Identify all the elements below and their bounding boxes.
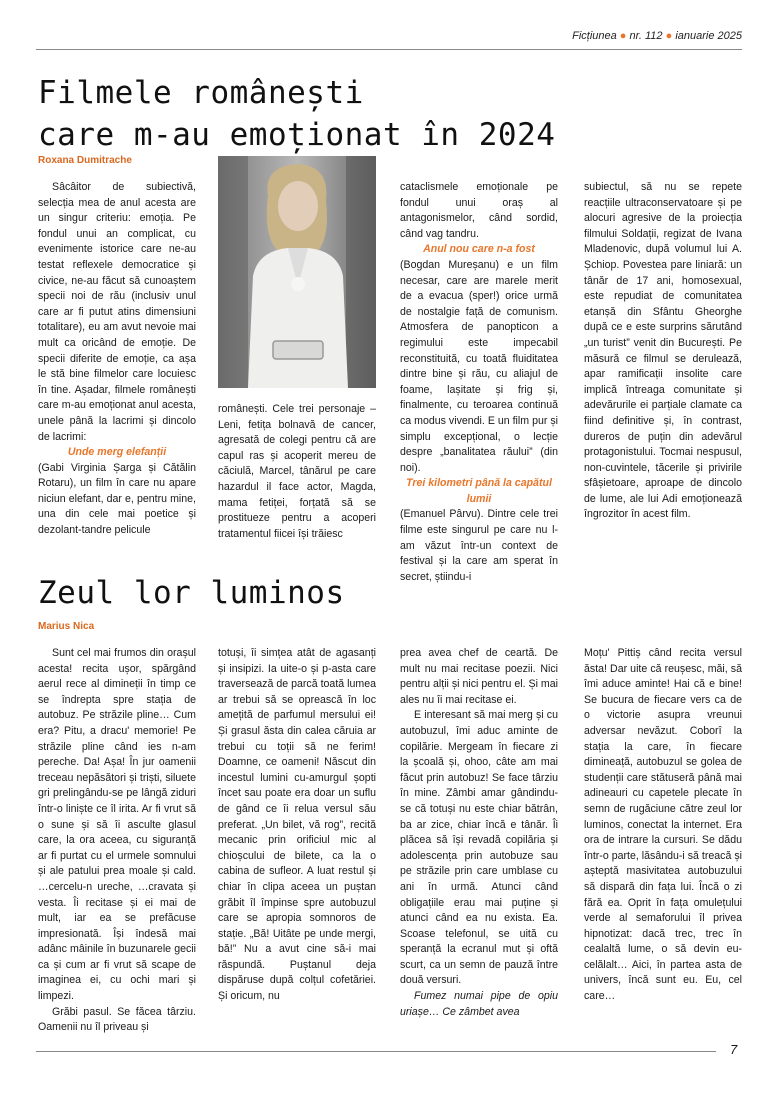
paragraph: Moțu' Pittiș când recita versul ăsta! Dar uite că reușesc, măi, să îmi aduce aminte! Hai că e bine! Se bucura de fiecare vers ca de o victorie asupra vreunui adversar nevăzut. Coborî la stația la care, în fiecare dimineață, autobuzul se golea de studenții care stătuseră până mai adineauri cu capetele plecate în semn de rugăciune către zeul lor luminos, conectat la internet. Era ora de intrare la cursuri. Se dădu într-o parte, lăsându-i să treacă și așteptă masivitatea autobuzului să dispară din fața lui. Încă o zi fără ea. Oprit în fața omulețului verde al semaforului îl privea hipnotizat: dacă trec, trec în cealaltă lume, o să devin eu-celălalt… Aici, în partea asta de univers, încă sunt eu. Eu, cel care… [584, 647, 742, 1003]
paragraph: Sunt cel mai frumos din orașul acesta! recita ușor, spărgând aerul rece al dimineții în timp ce se îndrepta spre stația de autobuz. Pe străzile pline… Cum era? Pitu, a dracu' memorie! Pe străzile pline când ies n-am pereche. Da! Așa! În jur oamenii treceau nepăsători și triști, siluete gri prelingându-se pe lângă ziduri într-o liniște ce îl irita. Ar fi vrut să o sune și să îi asculte glasul care, la ora aceea, cu siguranță ar fi purtat cu el urmele somnului și ale patului prea moale și cald. …cercelu-n ureche, …cravata și vesta. Îi recitase și ei mai de mult, iar ea se prefăcuse impresionată. Își îndesă mai adânc mâinile în buzunarele gecii ca și cum ar fi vrut să scape de imaginea ei, cu ochi mari și limpezi. [38, 647, 196, 1003]
article2-column3 [400, 646, 558, 1020]
issue-number: nr. 112 [629, 30, 663, 42]
film-subheading: Unde merg elefanții [67, 446, 167, 459]
film-subheading: Anul nou care n-a fost [423, 243, 535, 256]
header-divider [36, 49, 742, 50]
paragraph: Sâcâitor de subiectivă, selecția mea de anul acesta are un singur criteriu: emoția. Pe fondul unui an complicat, cu evenimente istorice care ne-au testat reflexele democratice și civice, ne-au făcut să cunoaștem specii noi de rău (inclusiv unul care ar fi putut atins dimensiuni totalitare), eu am avut nevoie mai mult ca oricând de emoție. De specii diferite de emoție, ca așa le stă bine filmelor care locuiesc în tine. Așadar, filmele românești care m-au emoționat anul acesta, unele până la lacrimi și dincolo de lacrimi: [38, 181, 196, 443]
paragraph: (Gabi Virginia Șarga și Cătălin Rotaru), un film în care nu apare niciun elefant, dar e, pentru mine, una din cele mai poetice și dezolant-tandre pelicule [38, 461, 196, 537]
page-number: 7 [730, 1042, 738, 1057]
paragraph: prea avea chef de ceartă. De mult nu mai recitase poezii. Nici pentru alții și nici pentru el. Și mai ales nu îi mai recitase ei. [400, 647, 558, 706]
paragraph: (Bogdan Mureșanu) e un film necesar, care are marele merit de a evacua (sper!) orice urmă de nostalgie față de comunism. Atmosfera de panopticon a regimului este impecabil reconstituită, cu toată fluiditatea dintre bine și rău, cu aliajul de foame, lașitate și frig și, finalmente, cu teroarea continuă ca modus vivendi. E un film pur și simplu excepțional, o lecție despre „banalitatea răului” (din noi). [400, 258, 558, 474]
article2-column4 [584, 646, 742, 1005]
article1-column2 [218, 402, 376, 542]
magazine-name: Ficțiunea [572, 30, 617, 42]
article1-title [38, 72, 738, 156]
paragraph: subiectul, să nu se repete reacțiile ultraconservatoare și pe alocuri agresive de la proiecția filmului Soldații, regizat de Ivana Mladenovic, după volumul lui A. Șchiop. Povestea pare liniară: un tânăr de 17 ani, homosexual, este repudiat de comunitatea etanșă din Sfântu Gheorghe după ce e este surprins sărutând „un turist” venit din București. Pe măsură ce filmul se derulează, apar ramificații insolite care implică întreaga comunitate și adevărurile ei parțiale clamate ca fiind definitive și, în contrast, dureros de puțin din adevărul protagonistului. Tocmai nespusul, non-cuvintele, tăcerile și privirile sfâșietoare, aproape de dincolo de lume, ale lui Adi emoționează îngrozitor în acest film. [584, 181, 742, 521]
article1-author: Roxana Dumitrache [38, 155, 132, 166]
woman-in-white-coat-image [218, 156, 376, 388]
paragraph: (Emanuel Pârvu). Dintre cele trei filme este singurul pe care nu l-am văzut într-un context de festival și la care am sperat în secret, știindu-i [400, 508, 558, 583]
running-header [572, 30, 742, 42]
article2-column1 [38, 646, 196, 1036]
bullet-icon: ● [619, 30, 627, 42]
bullet-icon: ● [665, 30, 673, 42]
paragraph: Fumez numai pipe de opiu uriașe… Ce zâmbet avea [400, 990, 558, 1018]
title-line2: care m-au emoționat în 2024 [38, 117, 556, 153]
article1-column3 [400, 180, 558, 585]
article2-title: Zeul lor luminos [38, 575, 345, 611]
paragraph: Grăbi pasul. Se făcea târziu. Oamenii nu îl priveau și [38, 1005, 196, 1034]
paragraph: totuși, îi simțea atât de agasanți și insipizi. Ia uite-o și p-asta care traversează de parcă toată lumea ar trebui să se oprească în loc amețită de parfumul mersului ei! Și grasul ăsta din calea căruia ar trebui cu toții să ne ferim! Doamne, ce oameni! Născut din incestul lumini cu-amurgul șopti încet sau poate era doar un suflu de gând ce îi relua versul său preferat. „Un bilet, vă rog”, recită mecanic prin orificiul mic al chioșcului de bilete, ca la o cabina de sufleor. A luat restul și chiar în clipa aceea un puștan grăbit îl împinse spre autobuzul care se apropia somnoros de stație. „Bă! Uitâte pe unde mergi, bă!” Nu a avut cine să-i mai răspundă. Puștanul deja dispăruse după colțul cofetăriei. Și oricum, nu [218, 647, 376, 1003]
article1-column4 [584, 180, 742, 523]
paragraph: E interesant să mai merg și cu autobuzul, îmi aduc aminte de copilărie. Mergeam în fiecare zi la școală și, ohoo, câte am mai făcut prin autobuz! Se face târziu în mine. Zâmbi amar gândindu-se că totuși nu este chiar bătrân, ba ar zice, chiar încă e tânăr. Îi plăcea să își revadă copilăria și adolescența prin autobuze sau pe străzile prin care umblase cu ani în urmă. Atunci când obligațiile erau mai puține și atunci când ea nu exista. Ea. Scoase telefonul, se uită cu speranță la ecranul mut și oftă scurt, ca un semn de pauză între două versuri. [400, 709, 558, 987]
footer-divider [36, 1051, 716, 1052]
article2-author: Marius Nica [38, 621, 95, 632]
article2-column2 [218, 646, 376, 1005]
film-subheading: Trei kilometri până la capătul lumii [406, 477, 552, 505]
paragraph: cataclismele emoționale pe fondul unui oraș al antagonismelor, când sordid, când vag tandru. [400, 181, 558, 240]
paragraph: românești. Cele trei personaje – Leni, fetița bolnavă de cancer, agresată de colegi pentru că are capul ras și acoperit mereu de căciulă, Marcel, tânărul pe care hazardul il face actor, Magda, mama fetiței, forțată să se prostitueze pentru a acoperi tratamentul fiicei își trăiesc [218, 403, 376, 540]
portrait-photo [218, 156, 376, 388]
title-line1: Filmele românești [38, 75, 364, 111]
article1-column1 [38, 180, 196, 539]
issue-date: ianuarie 2025 [675, 30, 742, 42]
